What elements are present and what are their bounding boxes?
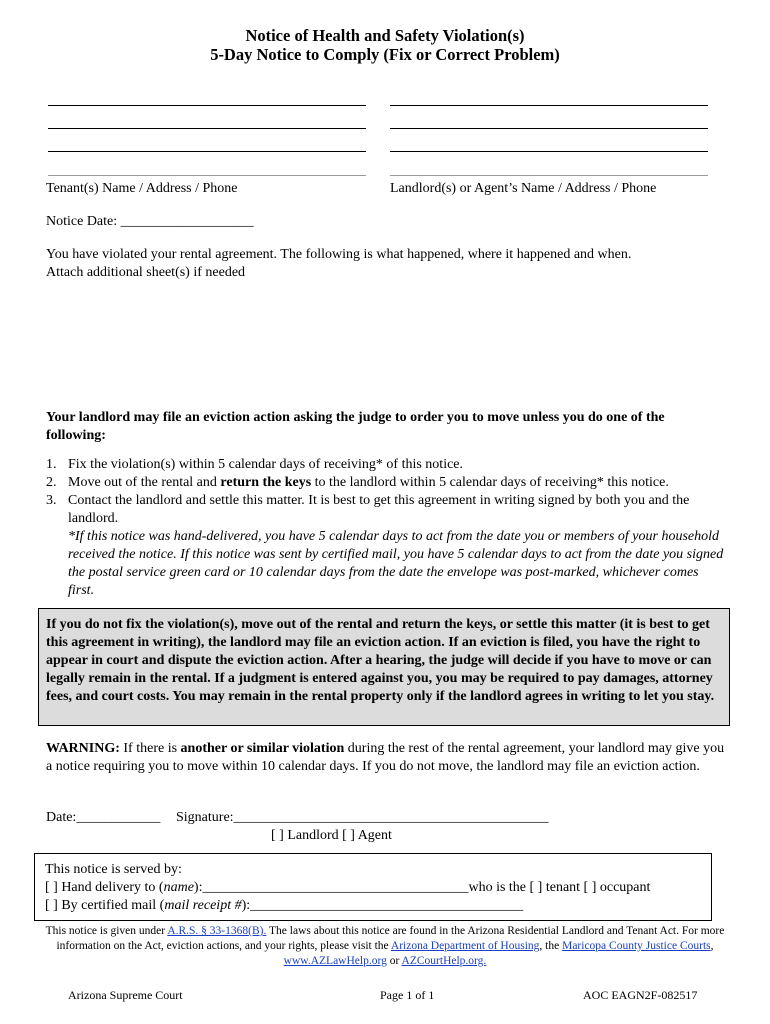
hand-delivery-option[interactable] xyxy=(45,879,701,897)
page-title: Notice of Health and Safety Violation(s) xyxy=(245,26,525,45)
tenant-label: Tenant(s) Name / Address / Phone xyxy=(46,181,238,196)
landlord-line-2[interactable] xyxy=(390,128,708,129)
option-3: 3. Contact the landlord and settle this matter. It is best to get this agreement in writing signed by both you and the landlord. xyxy=(46,493,690,526)
warning-label: WARNING: xyxy=(46,741,120,756)
warning-paragraph xyxy=(46,740,726,776)
signature-field[interactable]: Signature:_____________________________________________ xyxy=(176,810,549,825)
hand-text-b: ):______________________________________who is the [ ] tenant [ ] occupant xyxy=(193,880,651,895)
mail-text-b: ):_______________________________________ xyxy=(241,898,524,913)
option-1-text: Fix the violation(s) within 5 calendar days of receiving* of this notice. xyxy=(68,457,464,472)
eviction-intro: Your landlord may file an eviction action asking the judge to order you to move unless you do one of the following: xyxy=(46,410,665,443)
date-field[interactable]: Date:____________ xyxy=(46,810,161,825)
mail-text-a: [ ] By certified mail ( xyxy=(45,898,165,913)
warning-bold: another or similar violation xyxy=(180,741,345,756)
attach-sheets-note: Attach additional sheet(s) if needed xyxy=(46,265,246,280)
footer-form-code: AOC EAGN2F-082517 xyxy=(583,988,698,1002)
option-1: 1. Fix the violation(s) within 5 calendar days of receiving* of this notice. xyxy=(46,457,464,472)
mail-receipt-label: mail receipt # xyxy=(164,898,242,913)
page-subtitle: 5-Day Notice to Comply (Fix or Correct Problem) xyxy=(210,45,560,64)
tenant-line-4[interactable] xyxy=(48,175,366,176)
tenant-line-1[interactable] xyxy=(48,105,366,106)
landlord-line-1[interactable] xyxy=(390,105,708,106)
warning-text-a: If there is xyxy=(119,741,181,756)
legal-text-e: or xyxy=(386,955,402,967)
certified-mail-option[interactable] xyxy=(45,897,701,915)
legal-text-a: This notice is given under xyxy=(45,925,168,937)
landlord-line-4[interactable] xyxy=(390,175,708,176)
azlawhelp-link[interactable]: www.AZLawHelp.org xyxy=(283,955,387,967)
option-footnote xyxy=(46,528,726,600)
footer-page-number: Page 1 of 1 xyxy=(380,988,435,1002)
legal-text-d: , xyxy=(710,940,714,952)
warning-text-b: during the rest of the rental agreement, your landlord may give you a notice requiring you to move within 10 calendar days. If you do not move, the landlord may file an eviction action. xyxy=(46,741,725,774)
option-2-bold: return the keys xyxy=(220,475,312,490)
legal-text-c: , the xyxy=(539,940,563,952)
azcourthelp-link[interactable]: AZCourtHelp.org. xyxy=(401,955,487,967)
legal-text-b: The laws about this notice are found in the Arizona Residential Landlord and Tenant Act. For more information on the Act, eviction actions, and your rights, please visit the xyxy=(56,925,725,952)
landlord-label: Landlord(s) or Agent’s Name / Address / Phone xyxy=(390,181,657,196)
statute-link[interactable]: A.R.S. § 33-1368(B). xyxy=(167,925,267,937)
tenant-line-2[interactable] xyxy=(48,128,366,129)
legal-note xyxy=(40,924,730,969)
hand-name-label: name xyxy=(163,880,194,895)
footnote-text: *If this notice was hand-delivered, you have 5 calendar days to act from the date you or members of your household received the notice. If this notice was sent by certified mail, you have 5 calendar days to act from the date you signed the postal service green card or 10 calendar days from the date the envelope was post-marked, whichever comes first. xyxy=(68,529,724,598)
important-notice-text: If you do not fix the violation(s), move out of the rental and return the keys, or settle this matter (it is best to get this agreement in writing), the landlord may file an eviction action. If an eviction is filed, you have the right to appear in court and dispute the eviction action. After a hearing, the judge will decide if you have to move or can legally remain in the rental. If a judgment is entered against you, you may be required to pay damages, attorney fees, and court costs. You may remain in the rental property only if the landlord agrees in writing to let you stay. xyxy=(46,617,715,704)
option-2-text-c: to the landlord within 5 calendar days of receiving* this notice. xyxy=(311,475,669,490)
important-notice-box xyxy=(38,608,730,726)
signer-role-options[interactable]: [ ] Landlord [ ] Agent xyxy=(271,828,392,843)
hand-text-a: [ ] Hand delivery to ( xyxy=(45,880,164,895)
justice-courts-link[interactable]: Maricopa County Justice Courts xyxy=(562,940,711,952)
landlord-line-3[interactable] xyxy=(390,151,708,152)
service-title: This notice is served by: xyxy=(45,862,182,877)
option-2: 2. Move out of the rental and return the keys to the landlord within 5 calendar days of receiving* this notice. xyxy=(46,475,669,490)
housing-link[interactable]: Arizona Department of Housing xyxy=(390,940,540,952)
service-box xyxy=(34,853,712,921)
option-2-text-a: Move out of the rental and xyxy=(68,475,221,490)
tenant-line-3[interactable] xyxy=(48,151,366,152)
notice-date-field[interactable]: Notice Date: ___________________ xyxy=(46,214,254,229)
option-3-text: Contact the landlord and settle this matter. It is best to get this agreement in writing signed by both you and the landlord. xyxy=(68,493,690,526)
violation-instructions: You have violated your rental agreement. The following is what happened, where it happened and when. xyxy=(46,247,632,262)
footer-court: Arizona Supreme Court xyxy=(68,988,183,1002)
options-list xyxy=(46,456,726,600)
